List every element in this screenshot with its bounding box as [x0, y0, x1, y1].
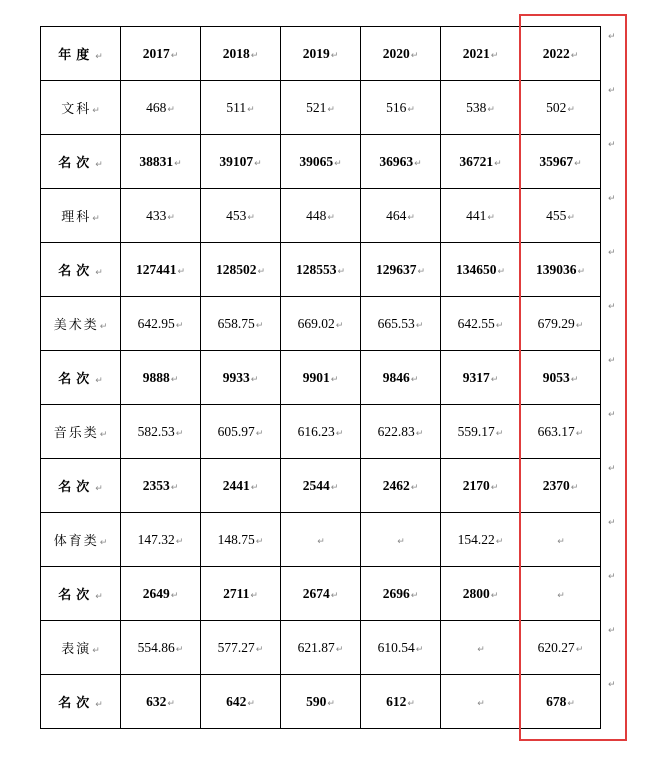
paragraph-mark-icon: ↵	[95, 268, 103, 278]
cell-text: 2170	[462, 477, 490, 493]
cell-text: 616.23	[297, 423, 335, 439]
paragraph-mark-icon: ↵	[327, 104, 335, 115]
cell-text: 605.97	[217, 423, 255, 439]
cell-text: 663.17	[537, 423, 575, 439]
cell-text: 678	[546, 693, 567, 709]
cell-text: 9846	[382, 369, 410, 385]
cell-text: 128502	[215, 261, 257, 277]
row-label-cell	[41, 405, 121, 459]
cell-text: 134650	[455, 261, 497, 277]
value-cell	[281, 189, 361, 243]
paragraph-mark-icon: ↵	[95, 700, 103, 710]
paragraph-mark-icon: ↵	[495, 428, 504, 439]
value-cell	[441, 513, 521, 567]
cell-text: 127441	[135, 261, 177, 277]
paragraph-mark-icon: ↵	[254, 158, 262, 169]
value-cell	[361, 567, 441, 621]
cell-text: 9053	[542, 369, 570, 385]
cell-text: 433	[146, 207, 167, 223]
value-cell	[281, 405, 361, 459]
paragraph-mark-icon: ↵	[175, 536, 184, 547]
cell-text: 453	[226, 207, 247, 223]
value-cell	[121, 135, 201, 189]
paragraph-mark-icon: ↵	[175, 320, 184, 331]
cell-text: 名次	[58, 372, 95, 387]
value-cell	[281, 351, 361, 405]
row-end-mark-icon: ↵	[608, 86, 616, 96]
cell-text: 2017	[142, 45, 170, 61]
paragraph-mark-icon: ↵	[335, 428, 344, 439]
cell-text: 554.86	[137, 639, 175, 655]
cell-text: 2441	[222, 477, 250, 493]
paragraph-mark-icon: ↵	[557, 590, 565, 601]
paragraph-mark-icon: ↵	[407, 698, 415, 709]
cell-text: 577.27	[217, 639, 255, 655]
value-cell	[441, 243, 521, 297]
year-header-cell	[281, 27, 361, 81]
cell-text: 名次	[58, 264, 95, 279]
row-label-cell	[41, 459, 121, 513]
value-cell	[361, 351, 441, 405]
paragraph-mark-icon: ↵	[95, 160, 103, 170]
cell-text: 2021	[462, 45, 490, 61]
cell-text: 154.22	[457, 531, 495, 547]
paragraph-mark-icon: ↵	[575, 644, 584, 655]
cell-text: 679.29	[537, 315, 575, 331]
cell-text: 669.02	[297, 315, 335, 331]
cell-text: 665.53	[377, 315, 415, 331]
cell-text: 128553	[295, 261, 337, 277]
paragraph-mark-icon: ↵	[415, 644, 424, 655]
cell-text: 9317	[462, 369, 490, 385]
paragraph-mark-icon: ↵	[99, 430, 108, 440]
row-label-cell	[41, 567, 121, 621]
cell-text: 2022	[542, 45, 570, 61]
table-row	[41, 81, 601, 135]
paragraph-mark-icon: ↵	[175, 428, 184, 439]
value-cell	[441, 621, 521, 675]
cell-text: 2462	[382, 477, 410, 493]
paragraph-mark-icon: ↵	[334, 158, 342, 169]
cell-text: 35967	[539, 153, 574, 169]
cell-text: 38831	[139, 153, 174, 169]
cell-text: 464	[386, 207, 407, 223]
row-label-cell	[41, 243, 121, 297]
paragraph-mark-icon: ↵	[415, 428, 424, 439]
value-cell	[281, 243, 361, 297]
value-cell	[201, 675, 281, 729]
value-cell	[361, 297, 441, 351]
row-label-cell	[41, 351, 121, 405]
cell-text: 538	[466, 99, 487, 115]
value-cell	[441, 567, 521, 621]
paragraph-mark-icon: ↵	[250, 590, 258, 601]
cell-text: 39107	[219, 153, 254, 169]
paragraph-mark-icon: ↵	[417, 266, 426, 277]
cell-text: 表演	[61, 642, 92, 657]
paragraph-mark-icon: ↵	[95, 52, 103, 62]
value-cell	[121, 675, 201, 729]
value-cell	[121, 567, 201, 621]
paragraph-mark-icon: ↵	[490, 50, 499, 61]
paragraph-mark-icon: ↵	[167, 698, 175, 709]
cell-text: 2353	[142, 477, 170, 493]
paragraph-mark-icon: ↵	[567, 212, 575, 223]
paragraph-mark-icon: ↵	[255, 428, 264, 439]
value-cell	[281, 81, 361, 135]
paragraph-mark-icon: ↵	[495, 320, 504, 331]
cell-text: 502	[546, 99, 567, 115]
paragraph-mark-icon: ↵	[255, 644, 264, 655]
cell-text: 2649	[142, 585, 170, 601]
value-cell	[281, 513, 361, 567]
cell-text: 559.17	[457, 423, 495, 439]
value-cell	[121, 243, 201, 297]
value-cell	[201, 243, 281, 297]
value-cell	[441, 297, 521, 351]
value-cell	[361, 135, 441, 189]
value-cell	[361, 189, 441, 243]
paragraph-mark-icon: ↵	[250, 482, 259, 493]
paragraph-mark-icon: ↵	[250, 50, 259, 61]
value-cell	[201, 567, 281, 621]
paragraph-mark-icon: ↵	[497, 266, 506, 277]
value-cell	[281, 567, 361, 621]
paragraph-mark-icon: ↵	[167, 212, 175, 223]
table-row	[41, 459, 601, 513]
value-cell	[441, 189, 521, 243]
cell-text: 2674	[302, 585, 330, 601]
row-end-mark-icon: ↵	[608, 626, 616, 636]
value-cell	[441, 135, 521, 189]
value-cell	[121, 513, 201, 567]
paragraph-mark-icon: ↵	[335, 320, 344, 331]
paragraph-mark-icon: ↵	[567, 698, 575, 709]
row-label-cell	[41, 297, 121, 351]
value-cell	[201, 351, 281, 405]
value-cell	[201, 189, 281, 243]
paragraph-mark-icon: ↵	[177, 266, 186, 277]
cell-text: 590	[306, 693, 327, 709]
value-cell	[121, 297, 201, 351]
value-cell	[121, 459, 201, 513]
cell-text: 521	[306, 99, 327, 115]
row-end-mark-icon: ↵	[608, 248, 616, 258]
cell-text: 455	[546, 207, 567, 223]
cell-text: 39065	[299, 153, 334, 169]
cell-text: 2696	[382, 585, 410, 601]
cell-text: 658.75	[217, 315, 255, 331]
value-cell	[121, 405, 201, 459]
paragraph-mark-icon: ↵	[337, 266, 346, 277]
cell-text: 音乐类	[53, 426, 99, 441]
value-cell	[361, 675, 441, 729]
row-end-mark-icon: ↵	[608, 572, 616, 582]
paragraph-mark-icon: ↵	[95, 376, 103, 386]
paragraph-mark-icon: ↵	[330, 482, 339, 493]
paragraph-mark-icon: ↵	[92, 106, 100, 116]
value-cell	[121, 621, 201, 675]
paragraph-mark-icon: ↵	[170, 590, 179, 601]
row-end-mark-icon: ↵	[608, 518, 616, 528]
paragraph-mark-icon: ↵	[570, 482, 579, 493]
paragraph-mark-icon: ↵	[99, 322, 108, 332]
cell-text: 名次	[58, 696, 95, 711]
value-cell	[201, 297, 281, 351]
cell-text: 582.53	[137, 423, 175, 439]
cell-text: 139036	[535, 261, 577, 277]
paragraph-mark-icon: ↵	[255, 320, 264, 331]
paragraph-mark-icon: ↵	[494, 158, 502, 169]
value-cell	[201, 459, 281, 513]
cell-text: 511	[226, 99, 247, 115]
cell-text: 2018	[222, 45, 250, 61]
paragraph-mark-icon: ↵	[247, 698, 255, 709]
cell-text: 9933	[222, 369, 250, 385]
paragraph-mark-icon: ↵	[170, 482, 179, 493]
paragraph-mark-icon: ↵	[174, 158, 182, 169]
cell-text: 年度	[58, 48, 95, 63]
paragraph-mark-icon: ↵	[410, 482, 419, 493]
cell-text: 610.54	[377, 639, 415, 655]
row-end-mark-icon: ↵	[608, 32, 616, 42]
paragraph-mark-icon: ↵	[407, 104, 415, 115]
row-end-mark-icon: ↵	[608, 356, 616, 366]
cell-text: 468	[146, 99, 167, 115]
paragraph-mark-icon: ↵	[327, 698, 335, 709]
value-cell	[441, 405, 521, 459]
cell-text: 9901	[302, 369, 330, 385]
paragraph-mark-icon: ↵	[570, 50, 579, 61]
paragraph-mark-icon: ↵	[577, 266, 586, 277]
paragraph-mark-icon: ↵	[414, 158, 422, 169]
value-cell	[441, 351, 521, 405]
value-cell	[441, 459, 521, 513]
table-row	[41, 567, 601, 621]
paragraph-mark-icon: ↵	[170, 50, 179, 61]
paragraph-mark-icon: ↵	[95, 592, 103, 602]
year-header-cell	[121, 27, 201, 81]
cell-text: 622.83	[377, 423, 415, 439]
paragraph-mark-icon: ↵	[487, 104, 495, 115]
table-row	[41, 405, 601, 459]
cell-text: 2019	[302, 45, 330, 61]
row-label-cell	[41, 135, 121, 189]
cell-text: 2370	[542, 477, 570, 493]
table-row	[41, 621, 601, 675]
paragraph-mark-icon: ↵	[407, 212, 415, 223]
row-label-cell	[41, 621, 121, 675]
cell-text: 体育类	[53, 534, 99, 549]
value-cell	[201, 621, 281, 675]
paragraph-mark-icon: ↵	[247, 104, 255, 115]
paragraph-mark-icon: ↵	[490, 482, 499, 493]
cell-text: 632	[146, 693, 167, 709]
value-cell	[281, 459, 361, 513]
cell-text: 2544	[302, 477, 330, 493]
cell-text: 620.27	[537, 639, 575, 655]
row-end-mark-icon: ↵	[608, 680, 616, 690]
cell-text: 名次	[58, 480, 95, 495]
cell-text: 642.95	[137, 315, 175, 331]
value-cell	[361, 405, 441, 459]
paragraph-mark-icon: ↵	[92, 214, 100, 224]
paragraph-mark-icon: ↵	[410, 590, 419, 601]
cell-text: 441	[466, 207, 487, 223]
paragraph-mark-icon: ↵	[575, 320, 584, 331]
value-cell	[201, 135, 281, 189]
row-end-mark-icon: ↵	[608, 464, 616, 474]
value-cell	[361, 243, 441, 297]
cell-text: 9888	[142, 369, 170, 385]
paragraph-mark-icon: ↵	[557, 536, 565, 547]
cell-text: 理科	[61, 210, 92, 225]
paragraph-mark-icon: ↵	[495, 536, 504, 547]
table-row	[41, 297, 601, 351]
table-row	[41, 513, 601, 567]
paragraph-mark-icon: ↵	[477, 698, 485, 709]
paragraph-mark-icon: ↵	[487, 212, 495, 223]
paragraph-mark-icon: ↵	[567, 104, 575, 115]
value-cell	[281, 297, 361, 351]
row-end-mark-icon: ↵	[608, 302, 616, 312]
table-row	[41, 243, 601, 297]
paragraph-mark-icon: ↵	[570, 374, 579, 385]
cell-text: 516	[386, 99, 407, 115]
table-row	[41, 135, 601, 189]
row-end-mark-icon: ↵	[608, 410, 616, 420]
paragraph-mark-icon: ↵	[410, 50, 419, 61]
paragraph-mark-icon: ↵	[257, 266, 266, 277]
paragraph-mark-icon: ↵	[397, 536, 405, 547]
value-cell	[441, 81, 521, 135]
row-label-cell	[41, 675, 121, 729]
year-header-cell	[361, 27, 441, 81]
cell-text: 2020	[382, 45, 410, 61]
cell-text: 621.87	[297, 639, 335, 655]
paragraph-mark-icon: ↵	[317, 536, 325, 547]
cell-text: 36963	[379, 153, 414, 169]
cell-text: 448	[306, 207, 327, 223]
table-row	[41, 189, 601, 243]
row-label-cell	[41, 189, 121, 243]
paragraph-mark-icon: ↵	[574, 158, 582, 169]
value-cell	[201, 405, 281, 459]
row-end-mark-icon: ↵	[608, 140, 616, 150]
cell-text: 642	[226, 693, 247, 709]
paragraph-mark-icon: ↵	[335, 644, 344, 655]
value-cell	[281, 675, 361, 729]
cell-text: 名次	[58, 588, 95, 603]
value-cell	[281, 621, 361, 675]
cell-text: 612	[386, 693, 407, 709]
value-cell	[361, 621, 441, 675]
value-cell	[281, 135, 361, 189]
paragraph-mark-icon: ↵	[330, 590, 339, 601]
header-label-cell	[41, 27, 121, 81]
value-cell	[201, 513, 281, 567]
score-rank-table	[40, 26, 601, 729]
cell-text: 文科	[61, 102, 92, 117]
cell-text: 148.75	[217, 531, 255, 547]
value-cell	[441, 675, 521, 729]
year-2022-highlight-box	[519, 14, 627, 741]
cell-text: 2711	[223, 585, 250, 601]
value-cell	[361, 513, 441, 567]
value-cell	[361, 81, 441, 135]
paragraph-mark-icon: ↵	[247, 212, 255, 223]
paragraph-mark-icon: ↵	[95, 484, 103, 494]
cell-text: 36721	[459, 153, 494, 169]
paragraph-mark-icon: ↵	[490, 590, 499, 601]
table-row	[41, 675, 601, 729]
row-label-cell	[41, 81, 121, 135]
table-row	[41, 351, 601, 405]
cell-text: 2800	[462, 585, 490, 601]
paragraph-mark-icon: ↵	[330, 50, 339, 61]
paragraph-mark-icon: ↵	[410, 374, 419, 385]
cell-text: 147.32	[137, 531, 175, 547]
paragraph-mark-icon: ↵	[327, 212, 335, 223]
cell-text: 名次	[58, 156, 95, 171]
paragraph-mark-icon: ↵	[575, 428, 584, 439]
value-cell	[121, 351, 201, 405]
paragraph-mark-icon: ↵	[330, 374, 339, 385]
paragraph-mark-icon: ↵	[175, 644, 184, 655]
paragraph-mark-icon: ↵	[490, 374, 499, 385]
header-row	[41, 27, 601, 81]
paragraph-mark-icon: ↵	[167, 104, 175, 115]
value-cell	[201, 81, 281, 135]
paragraph-mark-icon: ↵	[92, 646, 100, 656]
year-header-cell	[441, 27, 521, 81]
cell-text: 美术类	[53, 318, 99, 333]
paragraph-mark-icon: ↵	[477, 644, 485, 655]
paragraph-mark-icon: ↵	[99, 538, 108, 548]
paragraph-mark-icon: ↵	[250, 374, 259, 385]
paragraph-mark-icon: ↵	[255, 536, 264, 547]
cell-text: 129637	[375, 261, 417, 277]
row-label-cell	[41, 513, 121, 567]
table-body	[41, 27, 601, 729]
year-header-cell	[201, 27, 281, 81]
value-cell	[121, 189, 201, 243]
value-cell	[121, 81, 201, 135]
cell-text: 642.55	[457, 315, 495, 331]
row-end-mark-icon: ↵	[608, 194, 616, 204]
value-cell	[361, 459, 441, 513]
paragraph-mark-icon: ↵	[170, 374, 179, 385]
paragraph-mark-icon: ↵	[415, 320, 424, 331]
